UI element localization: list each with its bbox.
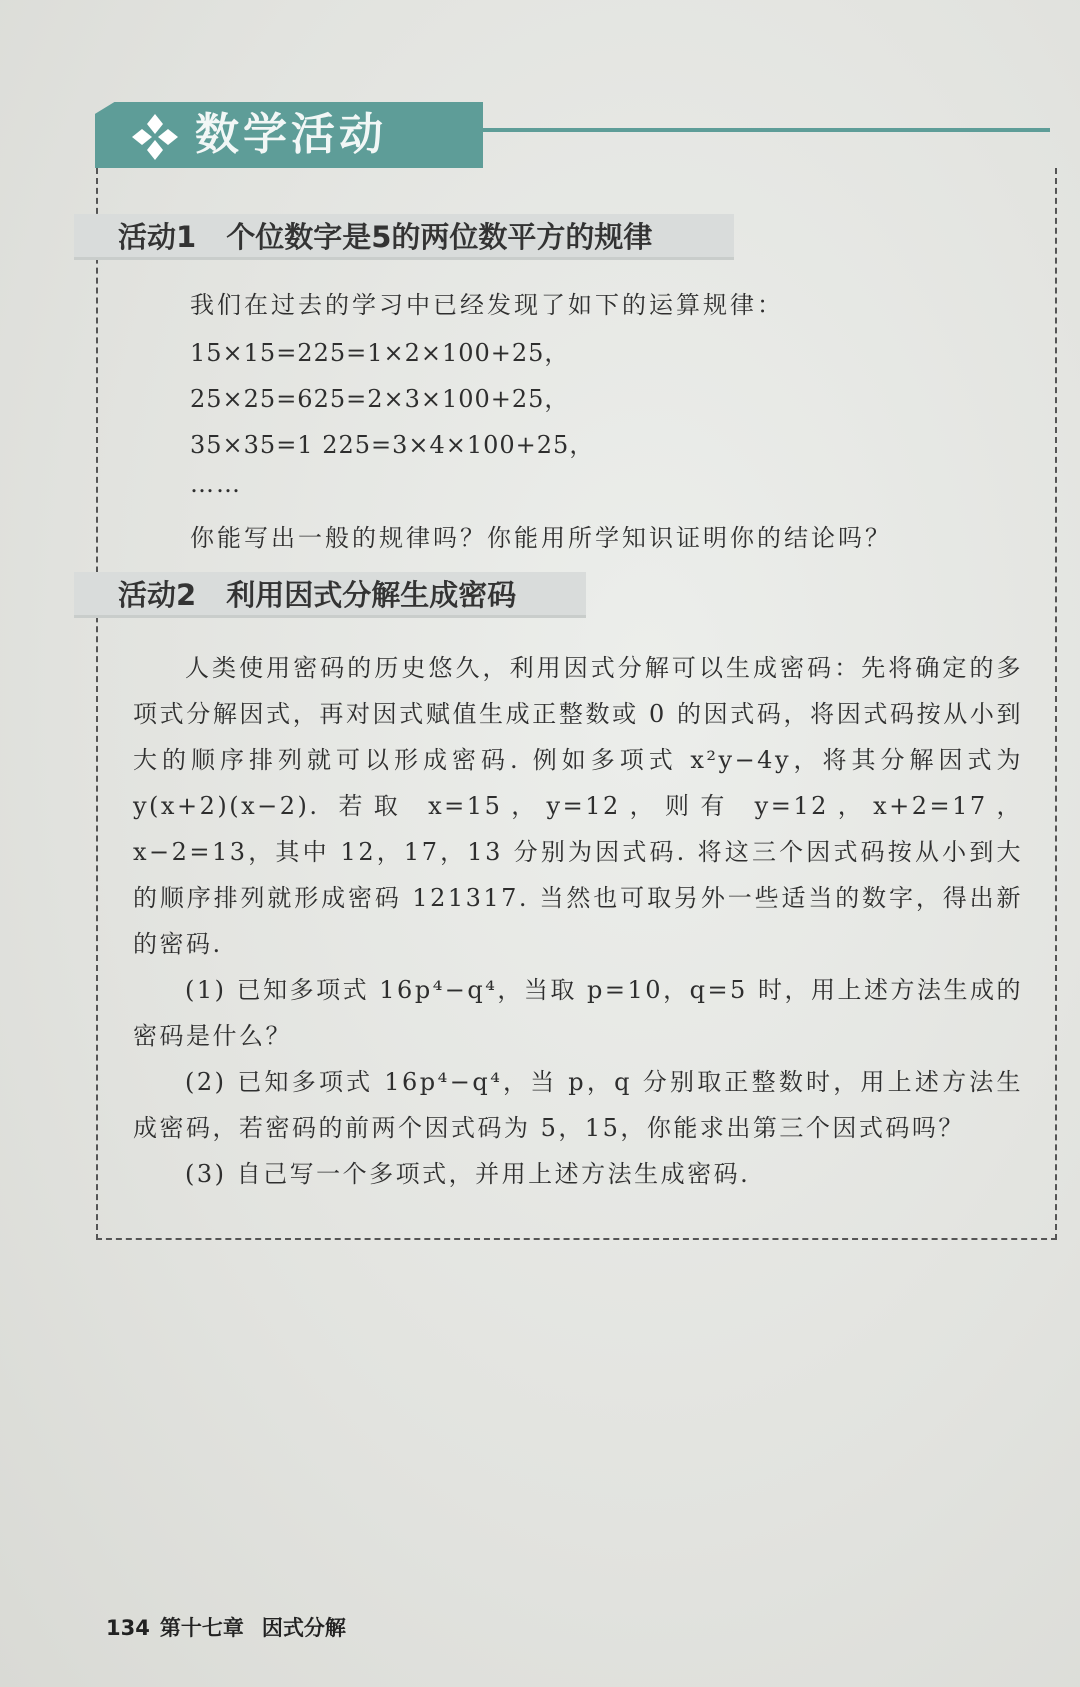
- page-footer: [106, 1612, 346, 1642]
- page-number: 134: [106, 1616, 150, 1640]
- activity1-line: 35×35=1 225=3×4×100+25，: [190, 431, 595, 459]
- activity2-question3: (3) 自己写一个多项式，并用上述方法生成密码.: [185, 1160, 751, 1188]
- activity2-title: 利用因式分解生成密码: [226, 578, 517, 612]
- activity2-question1: (1) 已知多项式 16p⁴−q⁴，当取 p=10，q=5 时，用上述方法生成的密码是什么？: [133, 976, 1023, 1050]
- math-activity-icon: [130, 112, 180, 162]
- activity1-line: 25×25=625=2×3×100+25，: [190, 385, 570, 413]
- activity1-line: 15×15=225=1×2×100+25，: [190, 339, 570, 367]
- activity1-header: [74, 214, 734, 260]
- activity1-number: 活动1: [118, 220, 197, 254]
- activity2-body: [133, 645, 1023, 1197]
- activity1-line: ……: [190, 470, 242, 498]
- activity1-title: 个位数字是5的两位数平方的规律: [226, 220, 653, 254]
- activity2-question2: (2) 已知多项式 16p⁴−q⁴，当 p，q 分别取正整数时，用上述方法生成密码，若密码的前两个因式码为 5，15，你能求出第三个因式码吗？: [133, 1068, 1023, 1142]
- section-title: 数学活动: [195, 109, 387, 160]
- activity2-header: [74, 572, 586, 618]
- activity1-line: 你能写出一般的规律吗？你能用所学知识证明你的结论吗？: [190, 524, 892, 552]
- chapter-label: 第十七章: [159, 1616, 244, 1640]
- chapter-topic: 因式分解: [261, 1616, 346, 1640]
- activity2-intro: 人类使用密码的历史悠久，利用因式分解可以生成密码：先将确定的多项式分解因式，再对因式赋值生成正整数或 0 的因式码，将因式码按从小到大的顺序排列就可以形成密码. 例如多项式 x²y−4y，将其分解因式为 y(x+2)(x−2). 若取 x=15，y=12，则有 y=12，x+2=17，x−2=13，其中 12，17，13 分别为因式码. 将这三个因式码按从小到大的顺序排列就形成密码 121317. 当然也可取另外一些适当的数字，得出新的密码.: [133, 654, 1023, 958]
- header-rule: [483, 128, 1050, 132]
- activity1-line: 我们在过去的学习中已经发现了如下的运算规律：: [190, 291, 784, 319]
- activity2-number: 活动2: [118, 578, 197, 612]
